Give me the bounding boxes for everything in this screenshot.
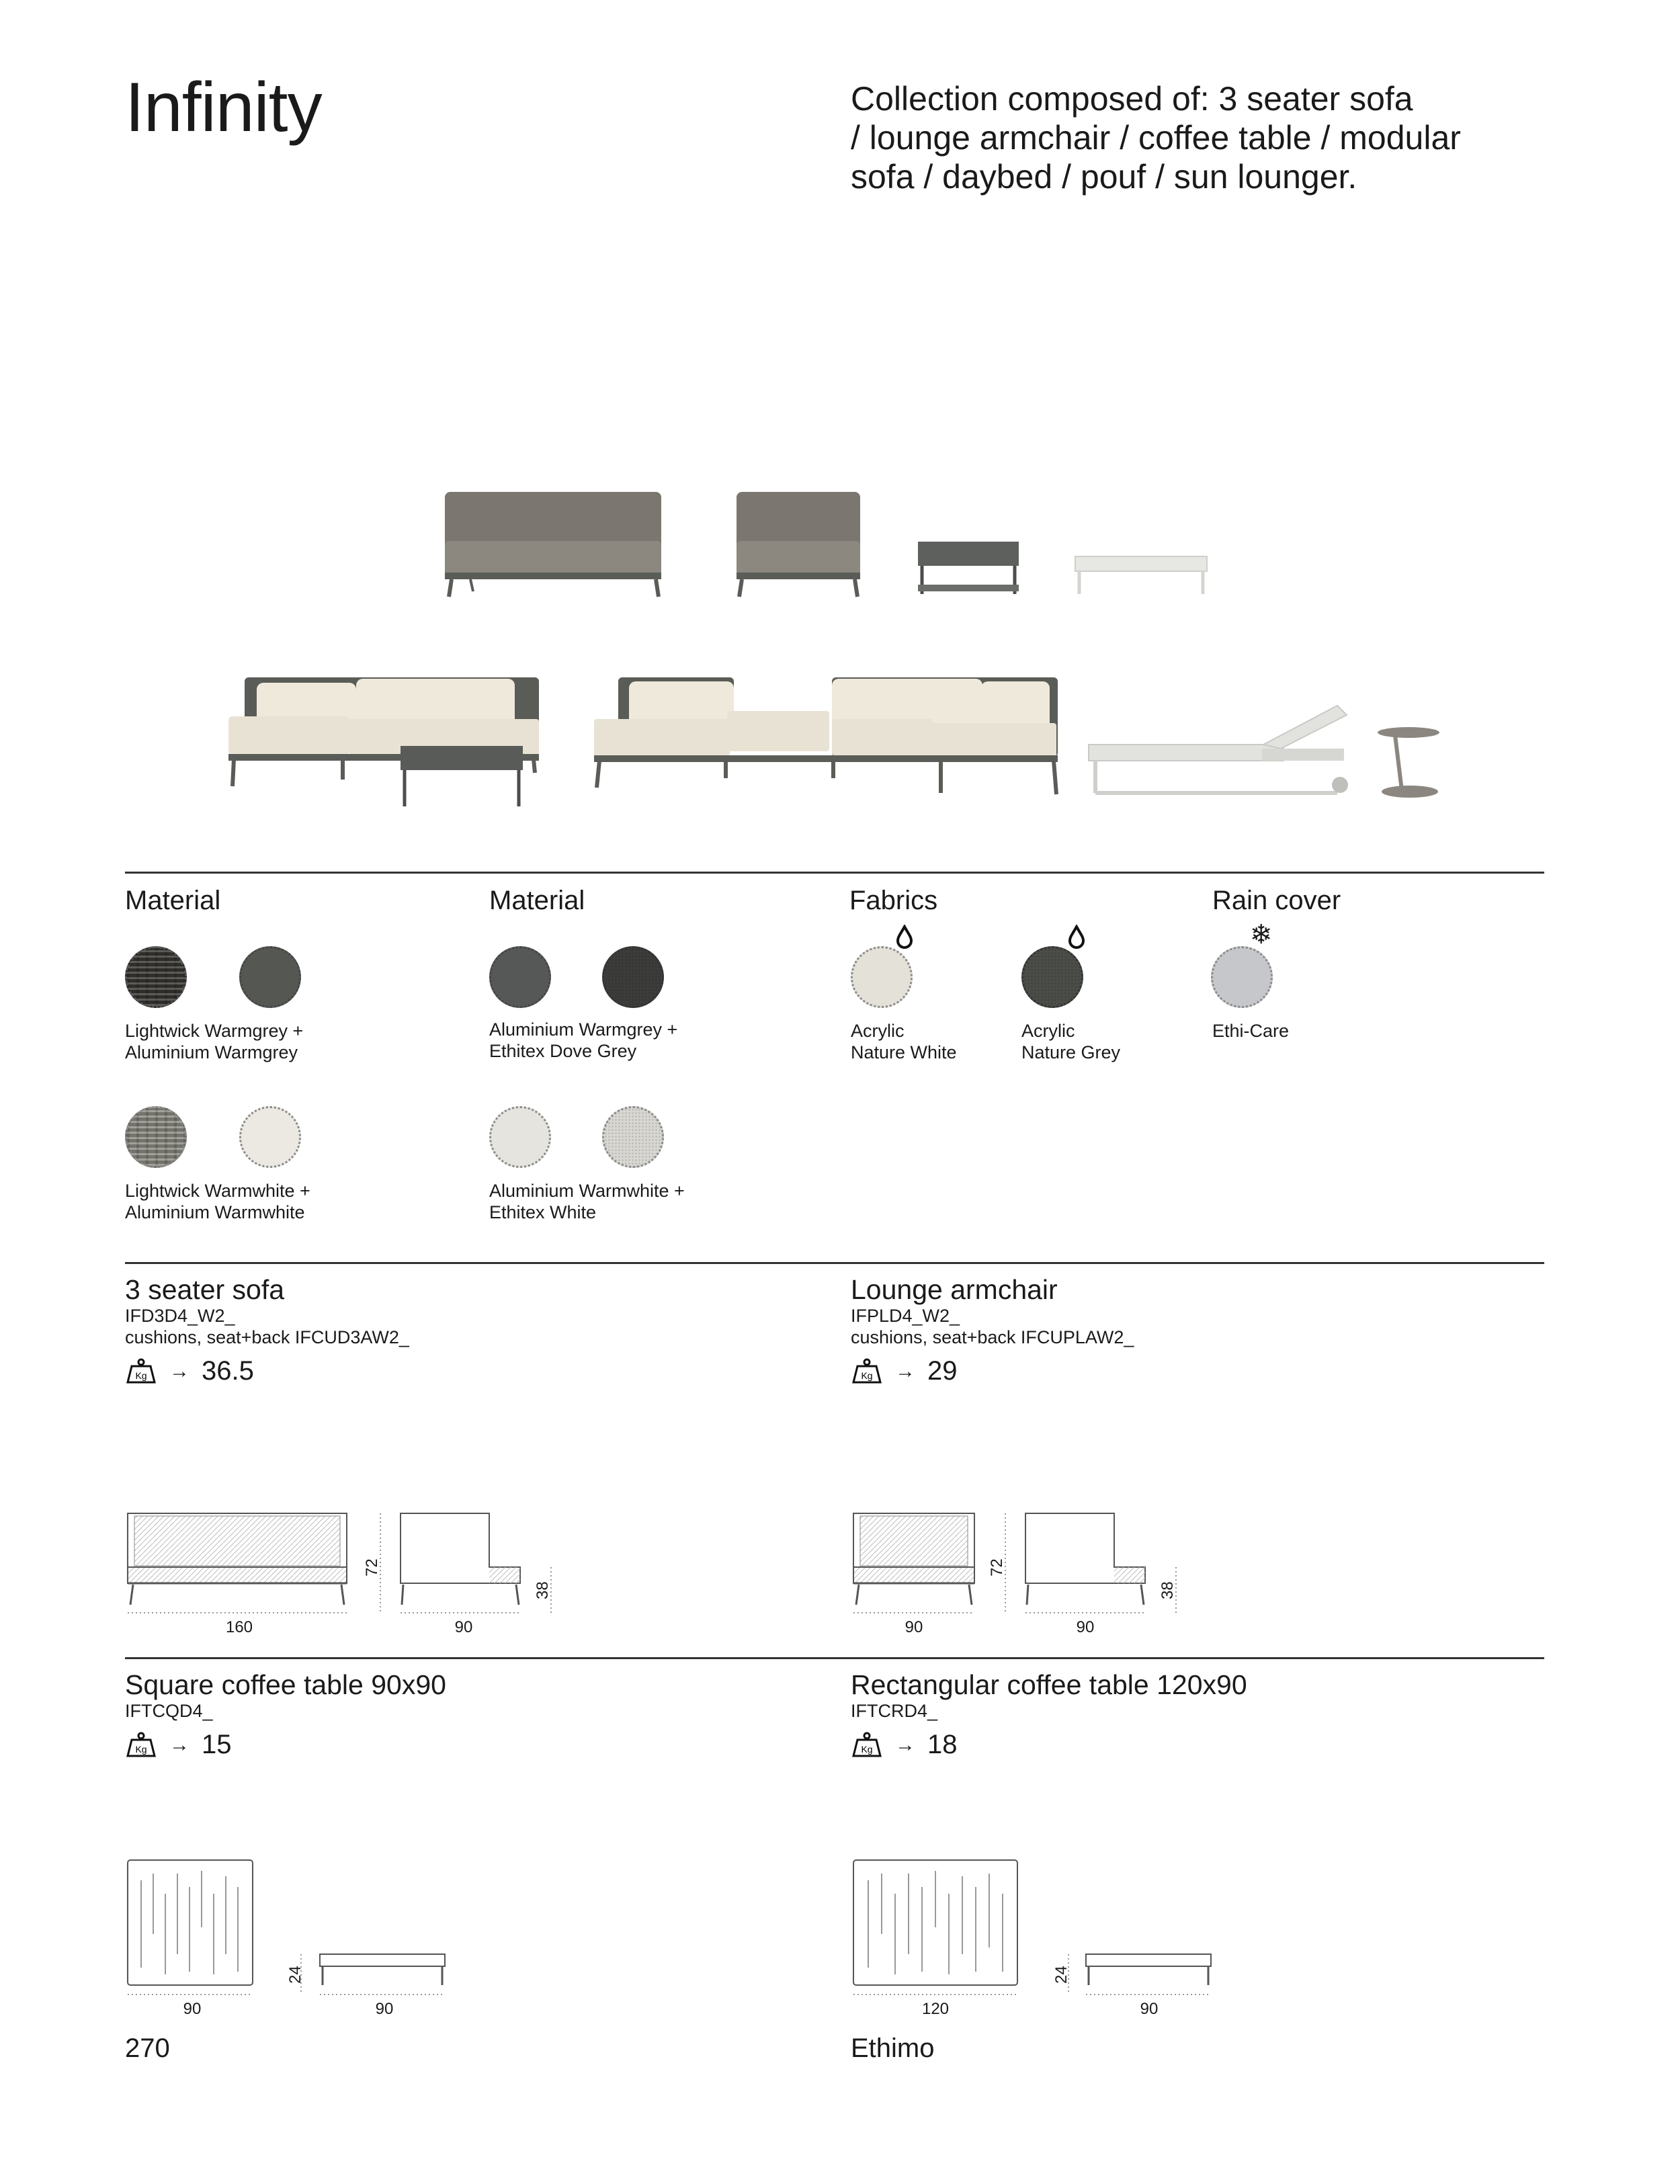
swatch-label-line: Nature White: [851, 1042, 957, 1062]
dimension-depth: 90: [375, 2000, 394, 2018]
dimension-seat-height: 38: [534, 1581, 552, 1599]
product-weight: [125, 1730, 446, 1760]
dimension-width: 90: [905, 1618, 923, 1636]
snowflake-icon: ❄: [1250, 919, 1273, 950]
product-rect-table: [851, 1669, 1247, 1760]
material-heading: Material: [125, 886, 221, 915]
swatch-label-line: Acrylic: [851, 1021, 905, 1041]
dimension-width: 120: [921, 2000, 950, 2018]
collection-illustration: [0, 0, 1680, 840]
rect-table-technical-drawing: [847, 1853, 1223, 2001]
weight-value: 18: [927, 1730, 958, 1759]
divider: [125, 1657, 1544, 1659]
swatch-label: [1212, 1020, 1434, 1042]
arrow-icon: →: [895, 1359, 915, 1382]
swatch-ethi-care: [1211, 946, 1273, 1008]
swatch-ethitex-white: [602, 1106, 664, 1168]
divider: [125, 872, 1544, 874]
swatch-label-line: Ethi-Care: [1212, 1021, 1290, 1041]
water-drop-icon: [1066, 925, 1087, 949]
material-heading: Material: [489, 886, 585, 915]
page-title: Infinity: [125, 69, 322, 146]
square-table-photo: [918, 542, 1019, 594]
swatch-label-line: Ethitex Dove Grey: [489, 1041, 637, 1061]
product-code: IFTCQD4_: [125, 1701, 213, 1721]
swatch-label-line: Lightwick Warmgrey +: [125, 1021, 304, 1041]
product-code: IFTCRD4_: [851, 1701, 938, 1721]
product-weight: [851, 1356, 1134, 1386]
weight-icon-label: Kg: [861, 1370, 873, 1381]
swatch-label: [125, 1180, 347, 1223]
weight-icon: [851, 1732, 883, 1759]
swatch-acrylic-nature-white: [851, 946, 913, 1008]
rain-cover-heading: Rain cover: [1212, 886, 1341, 915]
swatch-lightwick-warmwhite: [125, 1106, 187, 1168]
dimension-seat-height: 38: [1159, 1581, 1177, 1599]
dimension-height: 24: [286, 1966, 304, 1984]
arrow-icon: →: [169, 1733, 190, 1756]
dimension-width: 160: [225, 1618, 253, 1636]
product-weight: [125, 1356, 409, 1386]
fabrics-heading: Fabrics: [849, 886, 938, 915]
swatch-label-line: Aluminium Warmwhite +: [489, 1181, 685, 1201]
weight-icon: [851, 1358, 883, 1385]
armchair-photo: [737, 492, 860, 597]
product-name: 3 seater sofa: [125, 1274, 285, 1305]
page-number: 270: [125, 2033, 170, 2063]
arrow-icon: →: [895, 1733, 915, 1756]
swatch-label: [489, 1019, 711, 1062]
dimension-height: 24: [1052, 1966, 1070, 1984]
product-name: Lounge armchair: [851, 1274, 1058, 1305]
dimension-depth: 90: [1140, 2000, 1159, 2018]
dimension-depth: 90: [1076, 1618, 1095, 1636]
swatch-aluminium-warmgrey: [239, 946, 301, 1008]
swatch-acrylic-nature-grey: [1021, 946, 1083, 1008]
swatch-label: [125, 1020, 347, 1063]
swatch-label-line: Lightwick Warmwhite +: [125, 1181, 310, 1201]
swatch-label-line: Aluminium Warmgrey: [125, 1042, 298, 1062]
weight-value: 29: [927, 1356, 958, 1386]
swatch-aluminium-warmgrey: [489, 946, 551, 1008]
product-cushions: cushions, seat+back IFCUD3AW2_: [125, 1327, 409, 1347]
product-code: IFPLD4_W2_: [851, 1306, 960, 1326]
swatch-lightwick-warmgrey: [125, 946, 187, 1008]
product-armchair: [851, 1274, 1134, 1386]
weight-value: 15: [202, 1730, 232, 1759]
swatch-label: [489, 1180, 711, 1223]
swatch-label-line: Aluminium Warmgrey +: [489, 1019, 678, 1040]
swatch-label-line: Nature Grey: [1021, 1042, 1121, 1062]
swatch-label-line: Aluminium Warmwhite: [125, 1202, 305, 1222]
product-cushions: cushions, seat+back IFCUPLAW2_: [851, 1327, 1134, 1347]
water-drop-icon: [894, 925, 915, 949]
product-code: IFD3D4_W2_: [125, 1306, 235, 1326]
product-name: Square coffee table 90x90: [125, 1669, 446, 1700]
modular-sofa-photo: [594, 677, 1058, 794]
side-table-photo: [1378, 727, 1439, 798]
product-sofa: [125, 1274, 409, 1386]
sofa-technical-drawing: [121, 1505, 591, 1626]
divider: [125, 1262, 1544, 1264]
swatch-ethitex-dove-grey: [602, 946, 664, 1008]
swatch-label: [1021, 1020, 1243, 1063]
sun-lounger-photo: [1089, 706, 1348, 793]
weight-icon-label: Kg: [135, 1743, 147, 1755]
brand-name: Ethimo: [851, 2033, 935, 2063]
weight-value: 36.5: [202, 1356, 254, 1386]
modular-sofa-photo: [228, 677, 539, 806]
intro-line: Collection composed of: 3 seater sofa: [851, 80, 1413, 118]
swatch-aluminium-warmwhite: [239, 1106, 301, 1168]
weight-icon: [125, 1732, 157, 1759]
intro-line: sofa / daybed / pouf / sun lounger.: [851, 158, 1357, 196]
weight-icon-label: Kg: [861, 1743, 873, 1755]
swatch-aluminium-warmwhite: [489, 1106, 551, 1168]
dimension-depth: 90: [454, 1618, 473, 1636]
arrow-icon: →: [169, 1359, 190, 1382]
product-name: Rectangular coffee table 120x90: [851, 1669, 1247, 1700]
weight-icon-label: Kg: [135, 1370, 147, 1381]
swatch-label-line: Ethitex White: [489, 1202, 597, 1222]
dimension-height: 72: [363, 1558, 381, 1577]
dimension-height: 72: [988, 1558, 1006, 1577]
product-square-table: [125, 1669, 446, 1760]
weight-icon: [125, 1358, 157, 1385]
dimension-width: 90: [183, 2000, 202, 2018]
rect-table-photo: [1075, 556, 1207, 594]
swatch-label-line: Acrylic: [1021, 1021, 1075, 1041]
sofa-photo: [445, 492, 661, 597]
armchair-technical-drawing: [847, 1505, 1210, 1626]
intro-line: / lounge armchair / coffee table / modular: [851, 119, 1461, 157]
product-weight: [851, 1730, 1247, 1760]
